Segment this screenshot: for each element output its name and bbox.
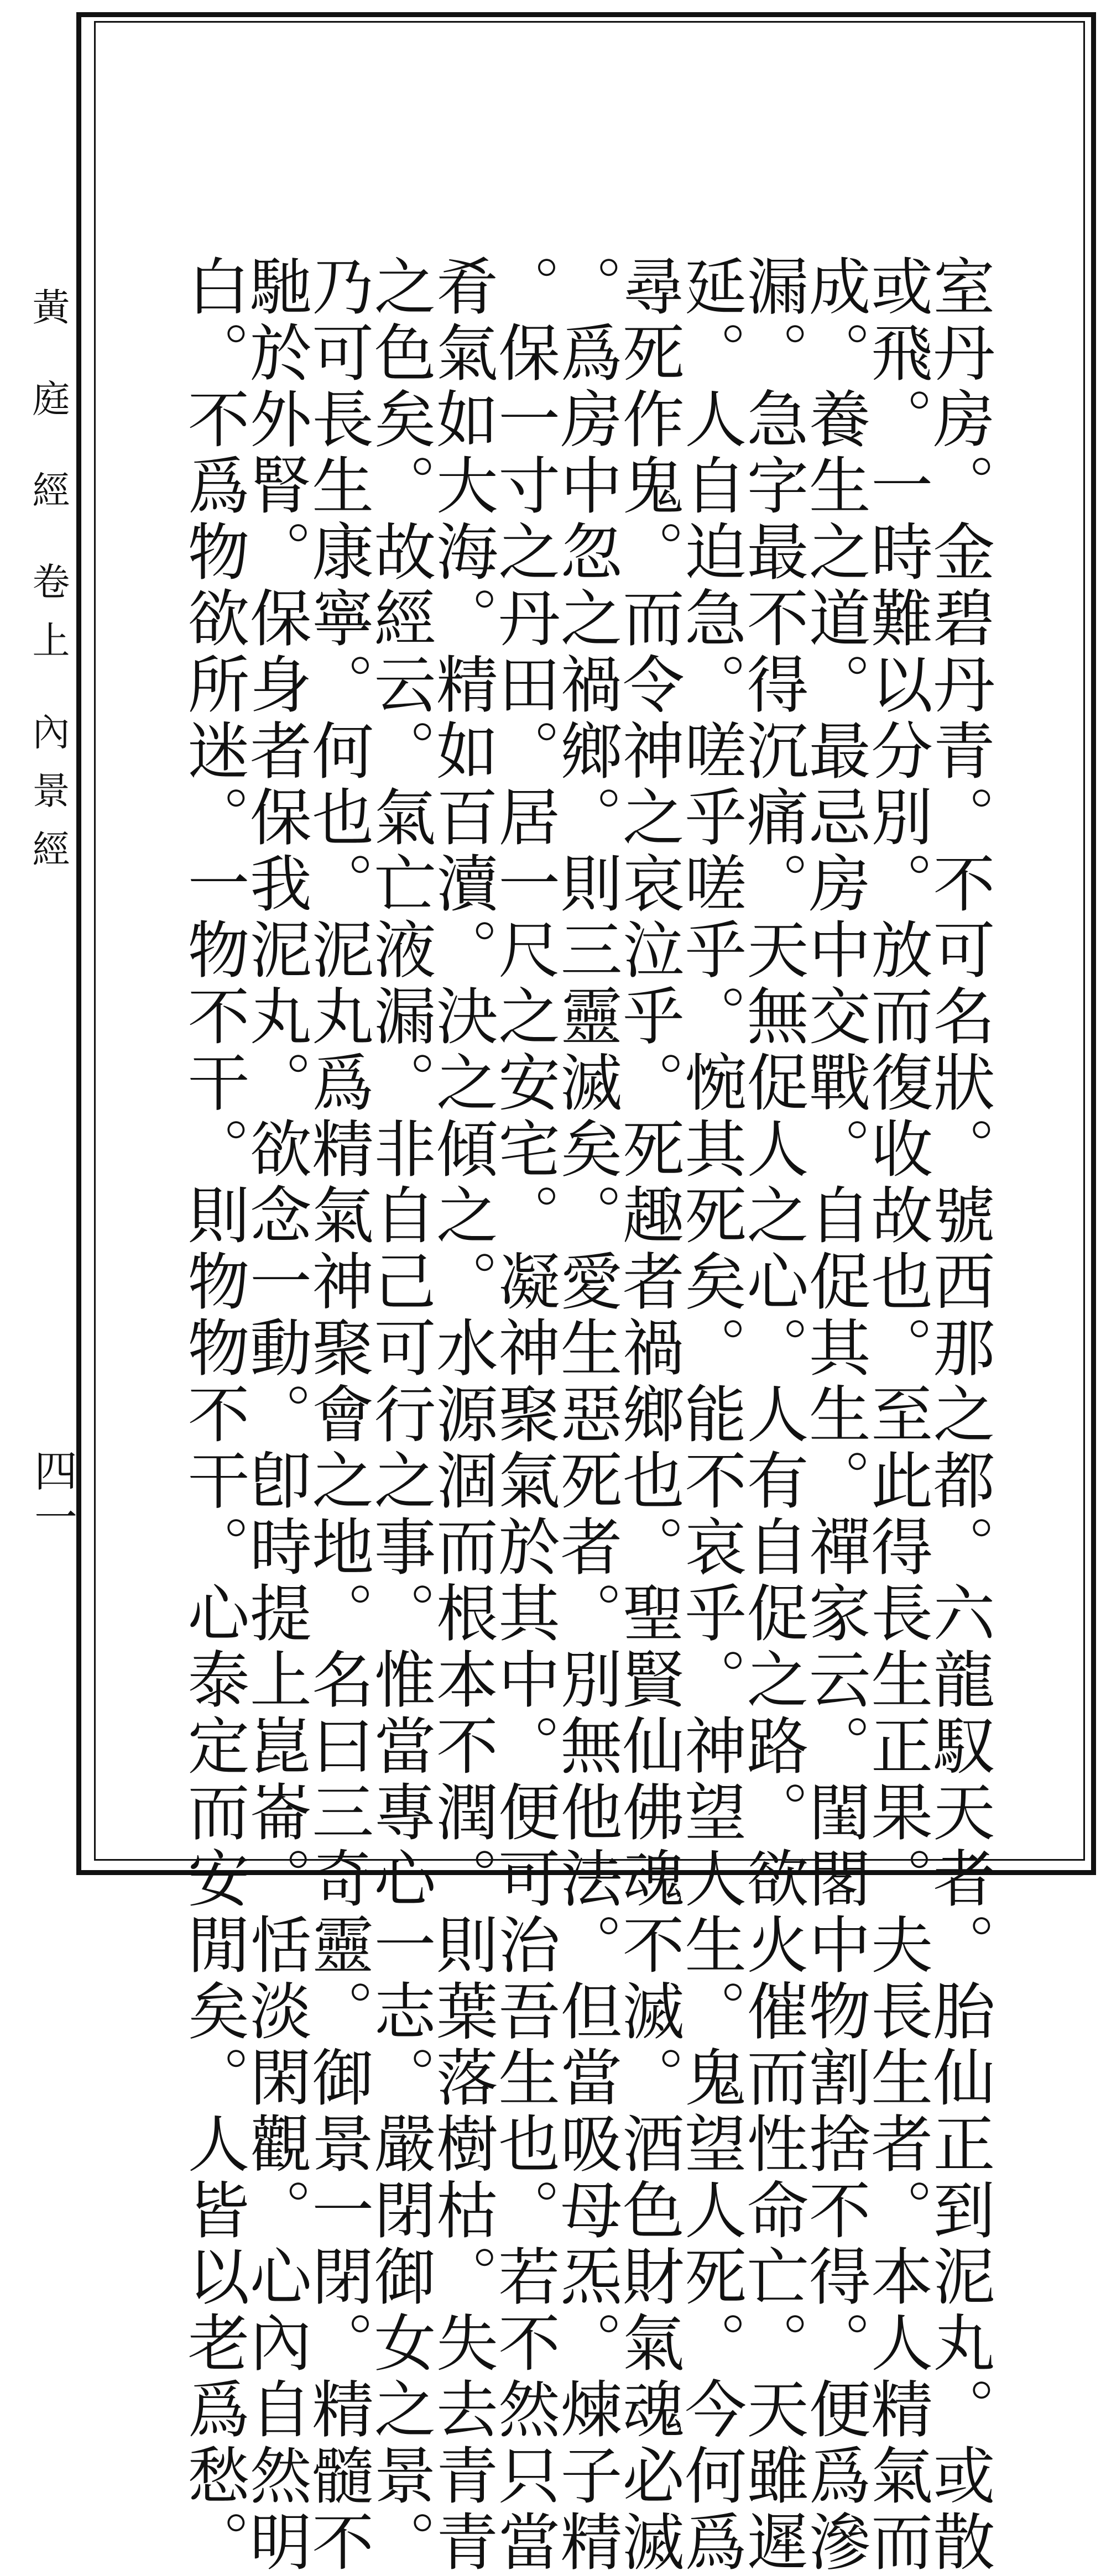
text-column-12: 馳於外腎。保身者保我泥丸。欲念一動。卽時提上崑崙。恬淡閑觀。心內自然明 <box>239 254 312 2576</box>
text-column-1: 室丹房。金碧丹青。不可名狀。號西那之都。六龍馭天者。胎仙正到泥丸。或散 <box>922 254 995 2576</box>
text-column-11: 乃可長生康寧。何也。泥丸爲精氣神聚會之地。名曰三奇靈。御景一閉。精髓不 <box>301 254 374 2576</box>
text-column-8: 。保一寸之丹田。居一尺之安宅。凝神聚氣於其中。便可治吾生也。若不然只當 <box>488 254 560 2576</box>
text-column-2: 或飛。一時難以分別。放而復收故也。至此得長生正果。夫長生者。本人精氣而 <box>860 254 933 2576</box>
text-column-4: 漏。急字最不得沉痛。天無促人之心。人有自促之路。欲火催而性命亡。天雖遲 <box>736 254 808 2576</box>
text-column-13: 白。不爲物欲所迷。一物不干。則物物不干。心泰定而安閒矣。人皆以老爲愁。 <box>178 254 249 2576</box>
margin-book-title: 黃 庭 經 卷上 內景經 <box>26 287 70 888</box>
text-column-6: 尋死作鬼。而令神之哀泣乎。死趣者禍鄉也。聖賢仙佛魂不滅。酒色財氣魂必滅 <box>612 254 685 2576</box>
text-column-9: 肴氣如大海。精如百瀆。決之傾之。水源涸而根本不潤。則葉落樹枯。失去青青 <box>426 254 498 2576</box>
text-column-5: 延。人自迫急。嗟乎嗟乎。惋其死矣。能不哀乎。神望人生。鬼望人死。今何爲 <box>674 254 747 2576</box>
text-column-3: 成。養生之道。最忌房中交戰。自促其生。禪家云。閨閣中物割捨不得。便爲滲 <box>799 254 871 2576</box>
text-column-10: 之色矣。故經云。氣亡液漏。非自己可行之事。惟當專心一志。嚴閉御女之景。 <box>363 254 436 2576</box>
page-number: 四一 <box>27 1448 77 1541</box>
text-column-7: 。爲房中忽之禍鄉。則三靈滅矣。愛生惡死者。別無他法。但當吸母炁。煉子精 <box>550 254 622 2576</box>
classical-text-body <box>178 254 995 2576</box>
